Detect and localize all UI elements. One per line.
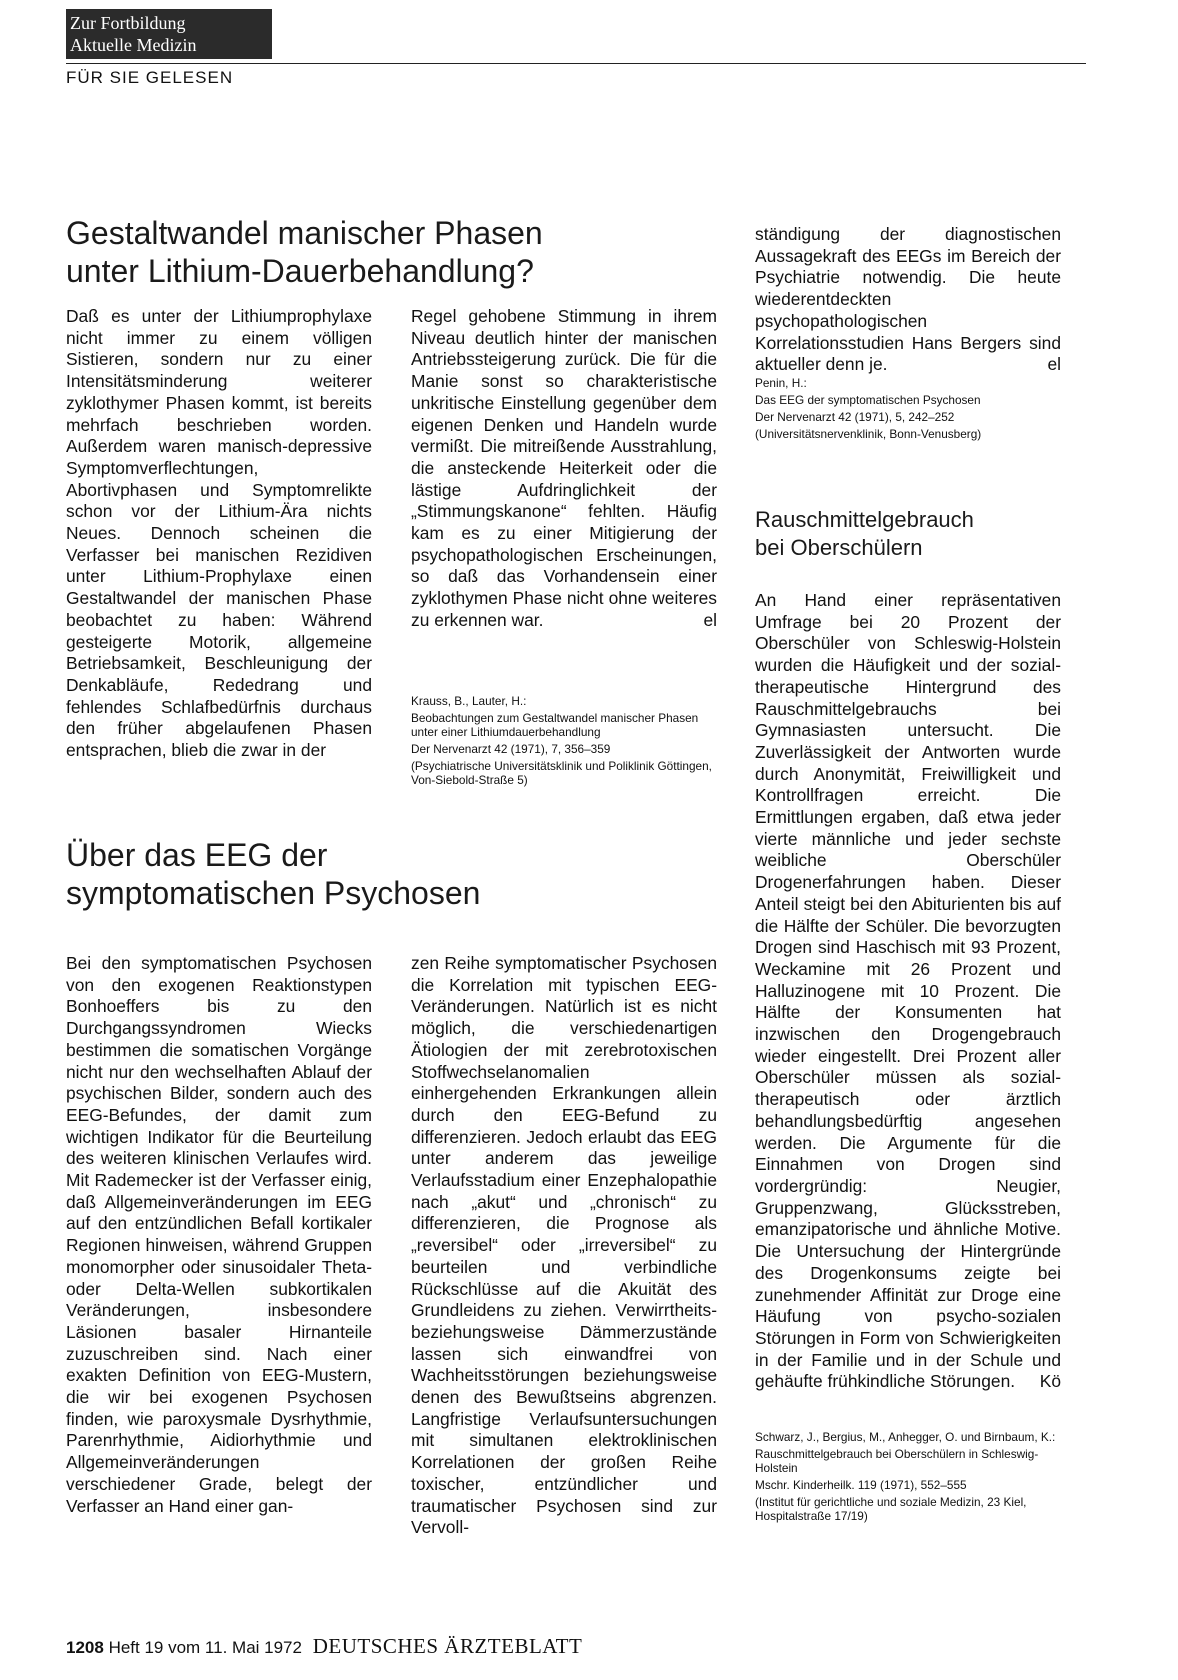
article2-reference xyxy=(755,376,1061,441)
article1-body-2: Regel gehobene Stimmung in ihrem Niveau deutlich hinter der manischen Antriebssteigerung zurück. Die für die Manie sonst so charakteristische unkritische Einstellung gegenüber dem eigenen Denken und Handeln wurde vermißt. Die mitreißende Ausstrahlung, die ansteckende Heiterkeit oder die lästige Aufdringlichkeit der „Stimmungskanone“ fehlten. Häufig kam es zu einer Mitigierung der psychopathologischen Erscheinungen, so daß das Vorhandensein einer zyklothymen Phase nicht ohne weiteres zu erkennen war. xyxy=(411,306,717,630)
article3-column xyxy=(755,590,1061,1393)
badge-line-2: Aktuelle Medizin xyxy=(70,35,197,55)
article2-body-1: Bei den symptomatischen Psychosen von den exogenen Reaktionstypen Bonhoeffers bis zu den Durchgangssyndromen Wiecks bestimmen die somatischen Vorgänge nicht nur den wechselhaften Ablauf der psychischen Bilder, sondern auch des EEG-Befundes, der damit zum wichtigen Indikator für die Beurteilung des weiteren klinischen Verlaufes wird. Mit Rademecker ist der Verfasser einig, daß Allgemeinveränderungen im EEG auf den entzündlichen Befall kortikaler Regionen hinweisen, während Gruppen monomorpher oder sinusoidaler Theta- oder Delta-Wellen subkortikalen Veränderungen, insbesondere Läsionen basaler Hirnanteile zuzuschreiben sind. Nach einer exakten Definition von EEG-Mustern, die wir bei exogenen Psychosen finden, wie paroxysmale Dysrhythmie, Parenrhythmie, Aidiorhythmie und Allgemeinveränderungen verschiedener Grade, belegt der Verfasser an Hand einer gan- xyxy=(66,953,372,1516)
section-badge xyxy=(66,9,272,59)
section-label: FÜR SIE GELESEN xyxy=(66,68,234,87)
page-number: 1208 xyxy=(66,1638,104,1657)
article1-column-1 xyxy=(66,306,372,762)
article1-column-2 xyxy=(411,306,717,632)
article1-ref-title: Beobachtungen zum Gestaltwandel manischer Phasen unter einer Lithiumdauerbehandlung xyxy=(411,711,699,739)
article1-reference xyxy=(411,694,717,787)
article2-body-3: ständigung der diagnostischen Aussagekraft des EEGs im Bereich der Psychiatrie notwendig. Die heute wiederentdeckten psychopathologischen Korrelationsstudien Hans Bergers sind aktueller denn je. xyxy=(755,224,1061,375)
article1-signature: el xyxy=(703,609,717,630)
article3-reference xyxy=(755,1430,1061,1523)
article2-ref-title: Das EEG der symptomatischen Psychosen xyxy=(755,393,981,407)
issue-info: Heft 19 vom 11. Mai 1972 xyxy=(108,1638,302,1657)
article1-title-line2: unter Lithium-Dauerbehandlung? xyxy=(66,253,534,289)
article2-signature: el xyxy=(1047,354,1061,375)
article2-column-2 xyxy=(411,953,717,1539)
article3-signature: Kö xyxy=(1039,1371,1061,1392)
article1-body-1: Daß es unter der Lithiumprophylaxe nicht immer zu einem völligen Sistieren, sondern nur zu einer Intensitätsminderung weiterer zyklothymer Phasen kommt, ist bereits mehrfach beschrieben worden. Außerdem waren manisch-depressive Symptomverflechtungen, Abortivphasen und Symptomrelikte schon vor der Lithium-Ära nichts Neues. Dennoch scheinen die Verfasser bei manischen Rezidiven unter Lithium-Prophylaxe einen Gestaltwandel der manischen Phase beobachtet zu haben: Während gesteigerte Motorik, allgemeine Betriebsamkeit, Beschleunigung der Denkabläufe, Rededrang und fehlendes Schlafbedürfnis durchaus den früher abgelaufenen Phasen entsprachen, blieb die zwar in der xyxy=(66,306,372,761)
article2-body-2: zen Reihe symptomatischer Psychosen die Korrelation mit typischen EEG-Veränderungen. Natürlich ist es nicht möglich, die verschiedenartigen Ätiologien der mit zerebrotoxischen Stoffwechselanomalien einhergehenden Erkrankungen allein durch den EEG-Befund zu differenzieren. Jedoch erlaubt das EEG unter anderem das jeweilige Verlaufsstadium einer Enzephalopathie nach „akut“ und „chronisch“ zu differenzieren, die Prognose als „reversibel“ oder „irreversibel“ zu beurteilen und verbindliche Rückschlüsse auf die Akuität des Grundleidens zu ziehen. Verwirrtheits- beziehungsweise Dämmerzustände lassen sich einwandfrei von Wachheitsstörungen beziehungsweise denen des Bewußtseins abgrenzen. Langfristige Verlaufsuntersuchungen mit simultanen elektroklinischen Korrelationen der großen Reihe toxischer, entzündlicher und traumatischer Psychosen sind zur Vervoll- xyxy=(411,953,717,1538)
article2-column-1 xyxy=(66,953,372,1517)
article3-title-line2: bei Oberschülern xyxy=(755,535,923,560)
article1-ref-institution: (Psychiatrische Universitätsklinik und Poliklinik Göttingen, Von-Siebold-Straße 5) xyxy=(411,759,712,787)
article1-title xyxy=(66,214,543,290)
article3-title-line1: Rauschmittelgebrauch xyxy=(755,507,974,532)
page-footer xyxy=(66,1634,582,1659)
article3-title xyxy=(755,506,974,562)
journal-name: DEUTSCHES ÄRZTEBLATT xyxy=(312,1634,583,1658)
article2-title-line1: Über das EEG der xyxy=(66,837,328,873)
badge-line-1: Zur Fortbildung xyxy=(70,13,186,33)
header-rule xyxy=(66,63,1086,64)
article2-ref-journal: Der Nervenarzt 42 (1971), 5, 242–252 xyxy=(755,410,955,424)
article1-ref-authors: Krauss, B., Lauter, H.: xyxy=(411,694,527,708)
article3-ref-journal: Mschr. Kinderheilk. 119 (1971), 552–555 xyxy=(755,1478,967,1492)
article3-ref-institution: (Institut für gerichtliche und soziale Medizin, 23 Kiel, Hospitalstraße 17/19) xyxy=(755,1495,1027,1523)
article1-ref-journal: Der Nervenarzt 42 (1971), 7, 356–359 xyxy=(411,742,611,756)
article3-ref-title: Rauschmittelgebrauch bei Oberschülern in Schleswig-Holstein xyxy=(755,1447,1039,1475)
article2-ref-institution: (Universitätsnervenklinik, Bonn-Venusberg) xyxy=(755,427,982,441)
article3-body: An Hand einer repräsentativen Umfrage bei 20 Prozent der Oberschüler von Schleswig-Holstein wurden die Häufigkeit und der sozial-therapeutische Hintergrund des Rauschmittelgebrauchs bei Gymnasiasten untersucht. Die Zuverlässigkeit der Antworten wurde durch Anonymität, Freiwilligkeit und Kontrollfragen erreicht. Die Ermittlungen ergaben, daß etwa jeder vierte männliche und jeder sechste weibliche Oberschüler Drogenerfahrungen haben. Dieser Anteil steigt bei den Abiturienten bis auf die Hälfte der Schüler. Die bevorzugten Drogen sind Haschisch mit 93 Prozent, Weckamine mit 26 Prozent und Halluzinogene mit 10 Prozent. Die Hälfte der Konsumenten hat inzwischen den Drogengebrauch wieder eingestellt. Drei Prozent aller Oberschüler müssen als sozial-therapeutisch oder ärztlich behandlungsbedürftig angesehen werden. Die Argumente für die Einnahmen von Drogen sind vordergründig: Neugier, Gruppenzwang, Glücksstreben, emanzipatorische und ähnliche Motive. Die Untersuchung der Hintergründe des Drogenkonsums zeigte bei zunehmender Affinität zur Droge eine Häufung von psycho-sozialen Störungen in Form von Schwierigkeiten in der Familie und in der Schule und gehäufte frühkindliche Störungen. xyxy=(755,590,1061,1392)
article2-ref-authors: Penin, H.: xyxy=(755,376,807,390)
article2-column-3 xyxy=(755,224,1061,376)
article1-title-line1: Gestaltwandel manischer Phasen xyxy=(66,215,543,251)
article3-ref-authors: Schwarz, J., Bergius, M., Anhegger, O. und Birnbaum, K.: xyxy=(755,1430,1056,1444)
article2-title-line2: symptomatischen Psychosen xyxy=(66,875,481,911)
article2-title xyxy=(66,836,480,912)
